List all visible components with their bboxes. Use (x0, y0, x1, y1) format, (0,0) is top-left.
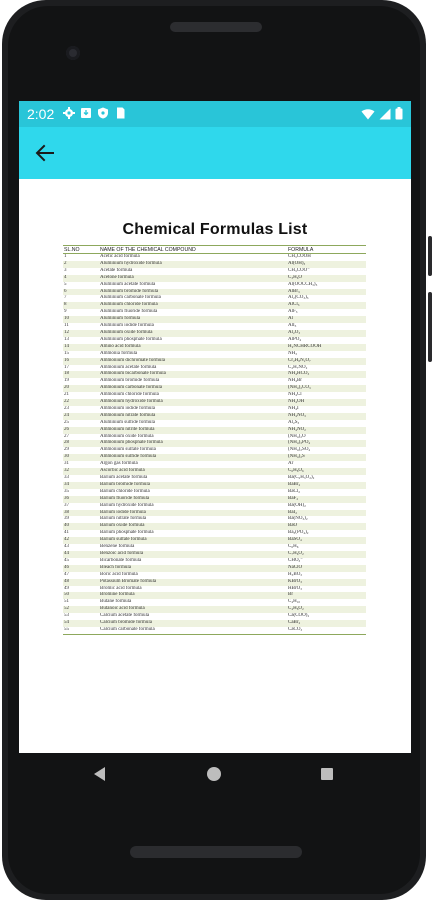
cell-formula: BaBr₂ (288, 481, 301, 487)
cell-compound-name: Aluminium hydroxide formula (100, 260, 162, 266)
table-row (63, 351, 366, 358)
cell-sl-no: 27 (64, 433, 69, 439)
cell-formula: BaCl₂ (288, 488, 301, 494)
arrow-left-icon[interactable] (33, 141, 57, 165)
cell-compound-name: Barium nitrate formula (100, 516, 147, 522)
table-row (63, 558, 366, 565)
cell-formula: NH₃ (288, 350, 297, 356)
table-row (63, 496, 366, 503)
cell-formula: C₄H₈O₂ (288, 606, 304, 612)
table-row (63, 309, 366, 316)
cell-formula: CH₃COOH (288, 254, 311, 259)
cell-sl-no: 1 (64, 254, 67, 259)
cell-compound-name: Potassium Bromate formula (100, 578, 157, 584)
cell-formula: Al (288, 316, 293, 322)
cell-sl-no: 31 (64, 461, 69, 467)
table-row (63, 344, 366, 351)
download-icon (80, 107, 92, 119)
cell-sl-no: 15 (64, 350, 69, 356)
cell-compound-name: Ammonium hydroxide formula (100, 399, 163, 405)
header-sl-no: SL.NO (63, 246, 99, 254)
table-row (63, 275, 366, 282)
table-row (63, 523, 366, 530)
cell-compound-name: Bicarbonate formula (100, 557, 142, 563)
cell-formula: Ba(C₂H₃O₂)₂ (288, 475, 315, 480)
cell-compound-name: Barium chloride formula (100, 488, 150, 494)
document-title: Chemical Formulas List (122, 221, 308, 238)
cell-formula: CaCO₃ (287, 627, 366, 634)
status-system-icons (361, 107, 403, 120)
cell-sl-no: 37 (64, 502, 69, 508)
cell-compound-name: Aluminium iodide formula (100, 323, 154, 329)
cell-sl-no: 51 (64, 599, 69, 605)
cell-compound-name: Aluminium fluoride formula (100, 309, 158, 315)
cell-compound-name: Aluminium oxide formula (100, 329, 153, 335)
pdf-document (63, 221, 367, 635)
shield-icon (97, 107, 109, 119)
cell-formula: HBrO₃ (288, 585, 302, 591)
cell-formula: AlPO₄ (288, 336, 302, 342)
cell-sl-no: 5 (64, 281, 67, 287)
cell-compound-name: Acetic acid formula (100, 254, 140, 259)
cell-sl-no: 18 (64, 371, 69, 377)
cell-compound-name: Aluminium carbonate formula (100, 295, 161, 301)
cell-sl-no: 45 (64, 557, 69, 563)
table-row (63, 371, 366, 378)
table-row (63, 530, 366, 537)
cell-compound-name: Ammonium oxide formula (100, 433, 154, 439)
table-row (63, 510, 366, 517)
formula-table (63, 245, 366, 635)
table-row (63, 330, 366, 337)
battery-icon (395, 107, 403, 120)
cell-sl-no: 3 (64, 267, 67, 273)
cell-sl-no: 20 (64, 385, 69, 391)
cell-sl-no: 33 (64, 475, 69, 480)
cell-formula: H₃BO₃ (288, 571, 303, 577)
cell-formula: KBrO₃ (288, 578, 302, 584)
cell-sl-no: 22 (64, 399, 69, 405)
table-row (63, 627, 366, 634)
cell-formula: Al(OOCCH₃)₃ (288, 281, 318, 287)
cell-formula: BaO (288, 523, 298, 529)
cell-sl-no: 19 (64, 378, 69, 384)
cell-formula: C₄H₁₀ (288, 599, 301, 605)
table-row (63, 289, 366, 296)
table-row (63, 392, 366, 399)
cell-formula: NH₄I (288, 405, 299, 411)
cell-compound-name: Argon gas formula (100, 461, 138, 467)
cell-formula: BaSO₄ (288, 537, 302, 543)
cell-compound-name: Calcium acetate formula (100, 613, 150, 619)
cell-compound-name: Calcium carbonate formula (99, 627, 287, 634)
cell-sl-no: 50 (64, 592, 69, 598)
power-button (428, 292, 432, 362)
cell-sl-no: 14 (64, 343, 69, 349)
table-row (63, 337, 366, 344)
cell-sl-no: 10 (64, 316, 69, 322)
cell-formula: NH₄Br (288, 378, 302, 384)
cell-formula: BaF₂ (288, 495, 299, 501)
cell-formula: (NH₄)₃PO₄ (288, 440, 311, 446)
cell-formula: (NH₄)₂O (288, 433, 306, 439)
cell-sl-no: 13 (64, 336, 69, 342)
cell-sl-no: 28 (64, 440, 69, 446)
table-row (63, 565, 366, 572)
cell-sl-no: 35 (64, 488, 69, 494)
cell-compound-name: Ammonium bromide formula (100, 378, 160, 384)
cell-compound-name: Acetone formula (100, 274, 134, 280)
cell-compound-name: Ammonium nitrite formula (100, 426, 155, 432)
cell-compound-name: Bromine formula (100, 592, 135, 598)
cell-compound-name: Ammonium phosphate formula (100, 440, 163, 446)
table-row (63, 489, 366, 496)
cell-compound-name: Bromic acid formula (100, 585, 142, 591)
app-bar (19, 127, 411, 179)
cell-formula: Al₂S₃ (288, 419, 300, 425)
cell-sl-no: 24 (64, 412, 69, 418)
table-row (63, 537, 366, 544)
cell-compound-name: Barium iodide formula (100, 509, 146, 515)
table-row (63, 516, 366, 523)
cell-compound-name: Aluminium formula (100, 316, 141, 322)
status-notification-icons (63, 107, 126, 119)
table-row (63, 447, 366, 454)
table-row (63, 579, 366, 586)
status-bar (19, 101, 411, 127)
cell-sl-no: 47 (64, 571, 69, 577)
cell-sl-no: 16 (64, 357, 69, 363)
cell-formula: BaI₂ (288, 509, 297, 515)
table-row (63, 282, 366, 289)
table-row (63, 606, 366, 613)
cell-compound-name: Acetate formula (100, 267, 133, 273)
table-row (63, 454, 366, 461)
cell-sl-no: 6 (64, 288, 67, 294)
cell-compound-name: Ammonium carbonate formula (100, 385, 162, 391)
cell-sl-no: 12 (64, 329, 69, 335)
gear-icon (63, 107, 75, 119)
table-row (63, 599, 366, 606)
table-row (63, 378, 366, 385)
cell-sl-no: 23 (64, 405, 69, 411)
cell-compound-name: Ammonium nitrate formula (100, 412, 156, 418)
cell-formula: AlI₃ (288, 323, 297, 329)
screen (19, 101, 411, 753)
header-compound-name: NAME OF THE CHEMICAL COMPOUND (99, 246, 287, 254)
table-body (63, 254, 366, 635)
table-row (63, 592, 366, 599)
cell-formula: AlCl₃ (288, 302, 300, 308)
cell-compound-name: Ammonium bicarbonate formula (100, 371, 166, 377)
cell-sl-no: 54 (64, 620, 69, 626)
cell-sl-no: 17 (64, 364, 69, 370)
front-camera (66, 46, 80, 60)
cell-compound-name: Boric acid formula (100, 571, 138, 577)
cell-formula: C₃H₆O (288, 274, 303, 280)
table-row (63, 544, 366, 551)
cell-compound-name: Aluminium phosphate formula (100, 336, 162, 342)
cell-formula: NH₄Cl (288, 392, 302, 398)
cell-formula: AlBr₃ (288, 288, 300, 294)
cell-compound-name: Bleach formula (100, 564, 131, 570)
cell-formula: CH₃COO⁻ (288, 267, 310, 273)
triangle-back-icon[interactable] (94, 767, 105, 781)
cell-formula: Ba(OH)₂ (288, 502, 306, 508)
cell-formula: Br (288, 592, 293, 598)
table-row (63, 399, 366, 406)
table-row (63, 440, 366, 447)
cell-formula: NH₄NO₂ (288, 426, 306, 432)
header-formula: FORMULA (287, 246, 366, 254)
cell-compound-name: Amino acid formula (100, 343, 141, 349)
cell-sl-no: 32 (64, 468, 69, 474)
cell-formula: NH₄NO₃ (288, 412, 306, 418)
cell-sl-no: 43 (64, 544, 69, 550)
table-row (63, 620, 366, 627)
cell-formula: NaClO (288, 564, 303, 570)
sim-card-icon (114, 107, 126, 119)
cell-sl-no: 40 (64, 523, 69, 529)
wifi-icon (361, 108, 375, 120)
table-row (63, 572, 366, 579)
table-header-row (63, 246, 366, 254)
table-row (63, 427, 366, 434)
cell-sl-no: 36 (64, 495, 69, 501)
cell-formula: C₆H₆ (288, 544, 299, 550)
signal-icon (379, 108, 391, 120)
volume-button (428, 236, 432, 276)
square-recents-icon[interactable] (321, 768, 333, 780)
cell-compound-name: Ammonium sulfate formula (100, 447, 156, 453)
cell-formula: Ba₃(PO₄)₂ (288, 530, 309, 536)
cell-compound-name: Ammonium iodide formula (100, 405, 155, 411)
cell-compound-name: Barium phosphate formula (100, 530, 154, 536)
cell-formula: AlF₃ (288, 309, 298, 315)
table-row (63, 434, 366, 441)
cell-formula: Cr₂H₈N₂O₇ (288, 357, 311, 363)
cell-sl-no: 9 (64, 309, 67, 315)
cell-compound-name: Ascorbic acid formula (100, 468, 145, 474)
table-row (63, 586, 366, 593)
cell-sl-no: 34 (64, 481, 69, 487)
status-time: 2:02 (27, 106, 55, 122)
cell-formula: C₇H₆O₂ (288, 550, 304, 556)
cell-compound-name: Aluminium bromide formula (100, 288, 159, 294)
cell-compound-name: Barium fluoride formula (100, 495, 150, 501)
cell-formula: H₂NCHRCOOH (288, 343, 322, 349)
cell-formula: CHO₃⁻ (288, 557, 303, 563)
cell-compound-name: Barium oxide formula (100, 523, 145, 529)
cell-sl-no: 2 (64, 260, 67, 266)
cell-compound-name: Ammonium acetate formula (100, 364, 157, 370)
cell-compound-name: Aluminium sulfide formula (100, 419, 155, 425)
cell-compound-name: Barium bromide formula (100, 481, 150, 487)
cell-formula: (NH₄)₂S (288, 454, 305, 460)
table-row (63, 468, 366, 475)
cell-sl-no: 38 (64, 509, 69, 515)
cell-sl-no: 26 (64, 426, 69, 432)
cell-sl-no: 41 (64, 530, 69, 536)
table-row (63, 475, 366, 482)
cell-compound-name: Calcium bromide formula (100, 620, 152, 626)
cell-sl-no: 7 (64, 295, 67, 301)
cell-formula: Ba(NO₃)₂ (288, 516, 308, 522)
cell-formula: Al₂(CO₃)₃ (288, 295, 309, 301)
cell-compound-name: Benzene formula (100, 544, 135, 550)
table-row (63, 323, 366, 330)
cell-compound-name: Ammonium dichromate formula (100, 357, 165, 363)
cell-compound-name: Butanoic acid formula (100, 606, 145, 612)
cell-sl-no: 55 (63, 627, 99, 634)
cell-compound-name: Ammonium chloride formula (100, 392, 159, 398)
cell-formula: C₆H₈O₆ (288, 468, 304, 474)
cell-sl-no: 4 (64, 274, 67, 280)
table-row (63, 302, 366, 309)
table-row (63, 254, 366, 261)
cell-formula: (NH₄)₂CO₃ (288, 385, 311, 391)
cell-formula: Al₂O₃ (288, 329, 301, 335)
table-row (63, 268, 366, 275)
cell-sl-no: 11 (64, 323, 69, 329)
table-row (63, 295, 366, 302)
bottom-speaker (130, 846, 302, 858)
cell-sl-no: 8 (64, 302, 67, 308)
table-row (63, 613, 366, 620)
cell-compound-name: Aluminium acetate formula (100, 281, 156, 287)
cell-sl-no: 46 (64, 564, 69, 570)
circle-home-icon[interactable] (207, 767, 221, 781)
cell-compound-name: Ammonium sulfide formula (100, 454, 157, 460)
cell-formula: Al(OH)₃ (288, 260, 306, 266)
cell-formula: NH₄HCO₃ (288, 371, 310, 377)
cell-sl-no: 25 (64, 419, 69, 425)
table-row (63, 413, 366, 420)
cell-compound-name: Aluminium chloride formula (100, 302, 158, 308)
table-row (63, 503, 366, 510)
cell-formula: Ca(COO)₂ (288, 613, 310, 619)
cell-formula: C₂H₇NO₂ (288, 364, 308, 370)
cell-sl-no: 48 (64, 578, 69, 584)
cell-formula: NH₄OH (288, 399, 305, 405)
cell-compound-name: Butane formula (100, 599, 132, 605)
navigation-bar (19, 753, 411, 797)
cell-sl-no: 42 (64, 537, 69, 543)
cell-compound-name: Benzoic acid formula (100, 550, 144, 556)
cell-compound-name: Barium acetate formula (100, 475, 148, 480)
earpiece-speaker (170, 22, 262, 32)
cell-formula: Ar (288, 461, 294, 467)
table-row (63, 358, 366, 365)
cell-sl-no: 39 (64, 516, 69, 522)
cell-formula: (NH₄)₂SO₄ (288, 447, 311, 453)
table-row (63, 261, 366, 268)
cell-compound-name: Ammonia formula (100, 350, 138, 356)
table-row (63, 406, 366, 413)
cell-formula: CaBr₂ (288, 620, 301, 626)
cell-sl-no: 53 (64, 613, 69, 619)
cell-sl-no: 44 (64, 550, 69, 556)
cell-sl-no: 52 (64, 606, 69, 612)
table-row (63, 461, 366, 468)
cell-sl-no: 30 (64, 454, 69, 460)
cell-compound-name: Barium sulfate formula (100, 537, 147, 543)
cell-sl-no: 21 (64, 392, 69, 398)
table-row (63, 482, 366, 489)
cell-sl-no: 29 (64, 447, 69, 453)
cell-sl-no: 49 (64, 585, 69, 591)
table-row (63, 385, 366, 392)
table-row (63, 365, 366, 372)
cell-compound-name: Barium hydroxide formula (100, 502, 154, 508)
table-row (63, 551, 366, 558)
table-row (63, 420, 366, 427)
table-row (63, 316, 366, 323)
